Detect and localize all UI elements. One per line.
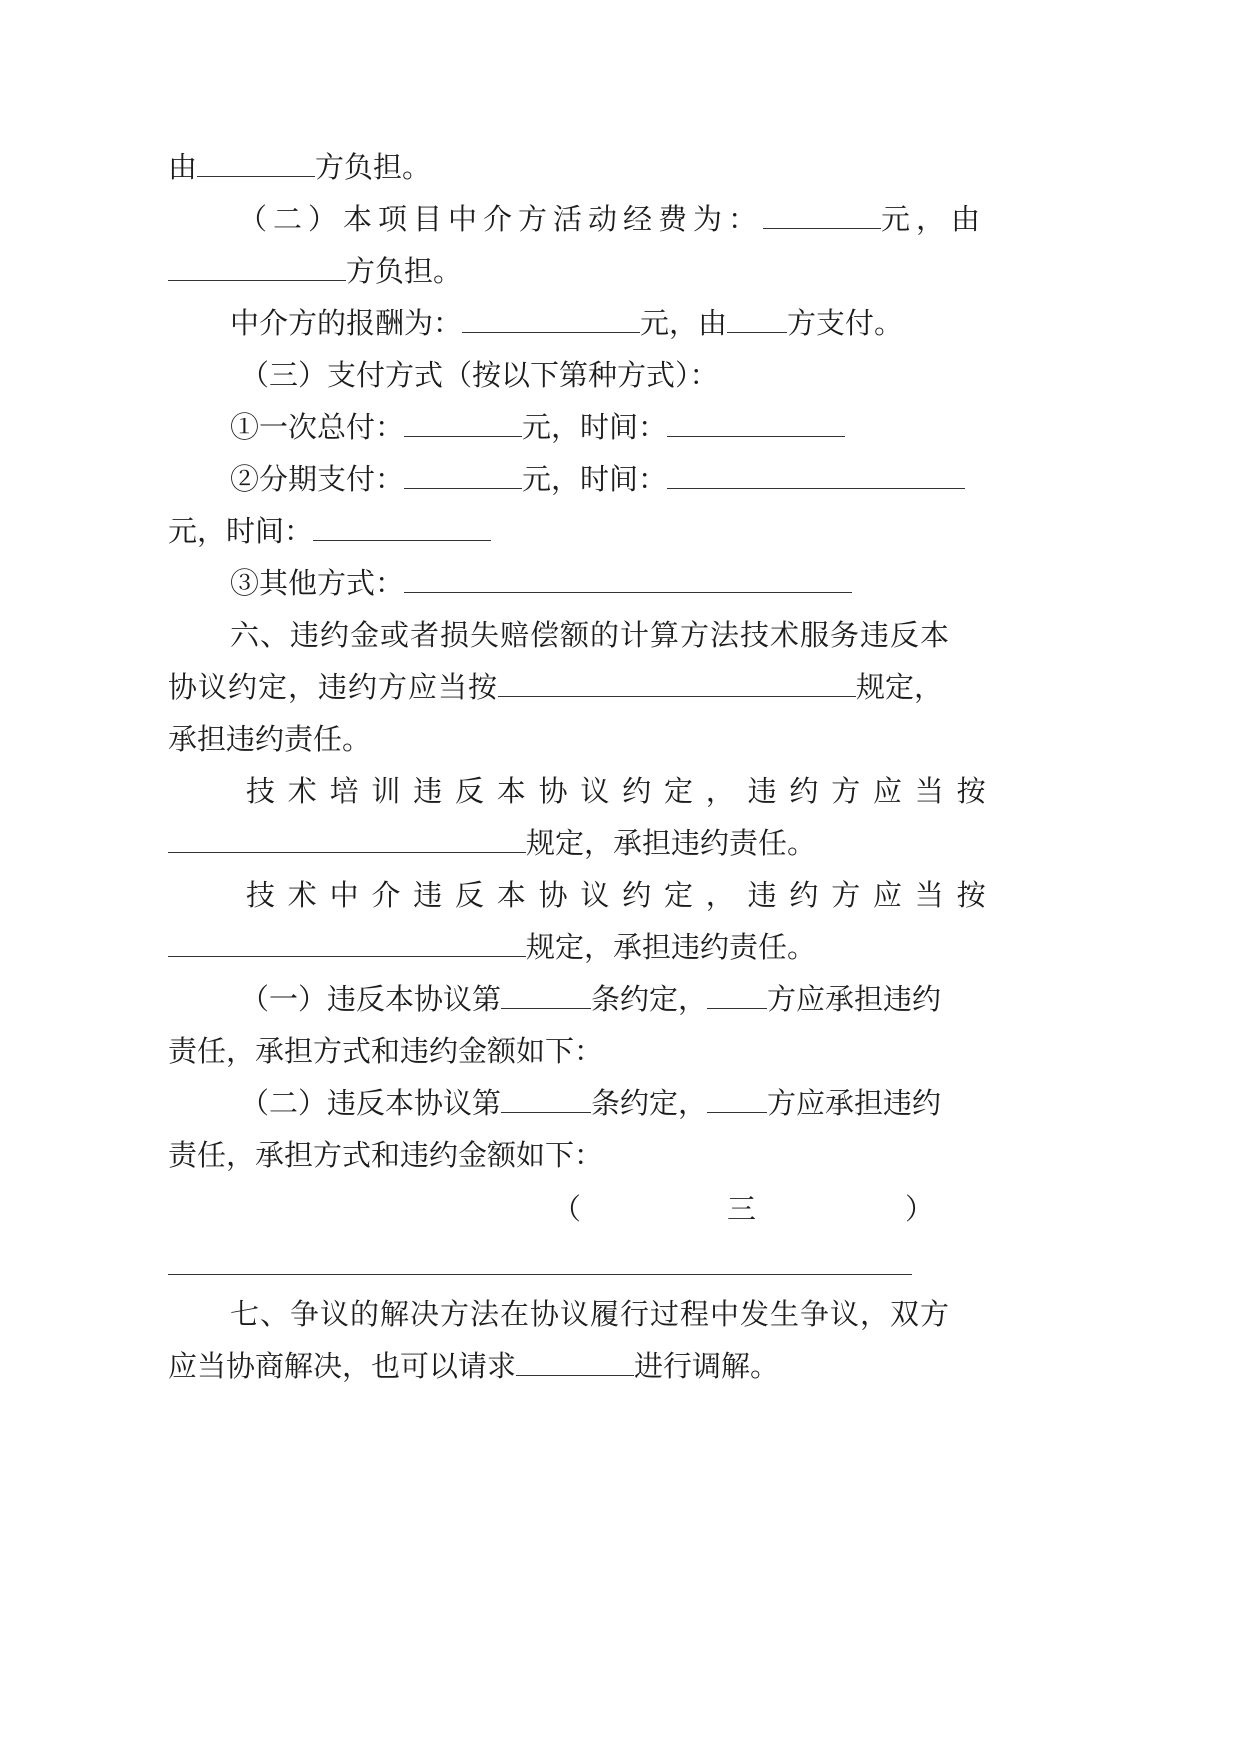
text-line-15 (246, 875, 998, 915)
blank-field[interactable] (404, 410, 522, 437)
text: 方负担。 (315, 150, 432, 184)
text: 责任，承担方式和违约金额如下： (168, 1138, 604, 1172)
text: 条约定， (591, 982, 708, 1016)
text-line-22 (230, 1294, 950, 1334)
text-line-6 (230, 407, 845, 447)
section-number: 三 (727, 1192, 757, 1226)
blank-field[interactable] (763, 202, 881, 229)
text-line-13 (246, 771, 998, 811)
blank-field[interactable] (404, 462, 522, 489)
blank-field[interactable] (168, 930, 526, 957)
text: 规定， (856, 670, 944, 704)
blank-field[interactable] (707, 1086, 767, 1113)
text-line-4 (230, 303, 903, 343)
blank-field[interactable] (168, 826, 526, 853)
text: 条约定， (591, 1086, 708, 1120)
divider-line (168, 1274, 912, 1275)
text: 六、违约金或者损失赔偿额的计算方法技术服务违反本 (230, 618, 951, 652)
text: 元，时间： (522, 410, 668, 444)
text: 技术中介违反本协议约定，违约方应当按 (246, 878, 999, 912)
text: （二）违反本协议第 (240, 1086, 502, 1120)
text-line-19 (240, 1083, 941, 1123)
text: 规定，承担违约责任。 (526, 826, 817, 860)
text: 方负担。 (346, 254, 463, 288)
text-line-17 (240, 979, 941, 1019)
blank-field[interactable] (727, 306, 787, 333)
text-line-7 (230, 459, 965, 499)
text: 应当协商解决，也可以请求 (168, 1349, 517, 1383)
text-line-8 (168, 511, 491, 551)
text: 进行调解。 (634, 1349, 780, 1383)
blank-field[interactable] (516, 1349, 634, 1376)
text-line-12 (168, 719, 371, 759)
text: ②分期支付： (230, 462, 405, 496)
text-line-9 (230, 563, 852, 603)
text: 元，由 (640, 306, 728, 340)
text: 七、争议的解决方法在协议履行过程中发生争议，双方 (230, 1297, 951, 1331)
text: 元，时间： (522, 462, 668, 496)
text: 方应承担违约 (767, 982, 942, 1016)
text: 元，时间： (168, 514, 314, 548)
text-line-1 (168, 147, 431, 187)
text: 协议约定，违约方应当按 (168, 670, 499, 704)
blank-field[interactable] (501, 1086, 591, 1113)
text: 由 (168, 150, 198, 184)
text-line-18 (168, 1031, 603, 1071)
text-line-5 (240, 355, 719, 395)
text: 元，由 (881, 202, 987, 236)
text: 方应承担违约 (767, 1086, 942, 1120)
text: （三）支付方式（按以下第种方式）： (240, 358, 719, 392)
blank-field[interactable] (667, 410, 845, 437)
text: 方支付。 (787, 306, 904, 340)
text-line-20 (168, 1135, 603, 1175)
blank-field[interactable] (462, 306, 640, 333)
blank-field[interactable] (313, 514, 491, 541)
blank-field[interactable] (707, 982, 767, 1009)
text-line-10 (230, 615, 950, 655)
text: 责任，承担方式和违约金额如下： (168, 1034, 604, 1068)
blank-field[interactable] (667, 462, 965, 489)
text: 承担违约责任。 (168, 722, 372, 756)
open-paren: （ (552, 1192, 582, 1226)
text-line-14 (168, 823, 816, 863)
blank-field[interactable] (501, 982, 591, 1009)
blank-field[interactable] (404, 566, 852, 593)
text-line-2 (238, 199, 986, 239)
text-line-23 (168, 1346, 779, 1386)
text: （一）违反本协议第 (240, 982, 502, 1016)
text: ①一次总付： (230, 410, 405, 444)
text-line-3 (168, 251, 462, 291)
blank-field[interactable] (168, 254, 346, 281)
blank-field[interactable] (498, 670, 856, 697)
text-line-11 (168, 667, 943, 707)
close-paren: ） (905, 1192, 935, 1226)
text: 规定，承担违约责任。 (526, 930, 817, 964)
text: （二）本项目中介方活动经费为： (238, 202, 764, 236)
blank-field[interactable] (197, 150, 315, 177)
text-line-16 (168, 927, 816, 967)
text: 技术培训违反本协议约定，违约方应当按 (246, 774, 999, 808)
text: 中介方的报酬为： (230, 306, 463, 340)
text: ③其他方式： (230, 566, 405, 600)
